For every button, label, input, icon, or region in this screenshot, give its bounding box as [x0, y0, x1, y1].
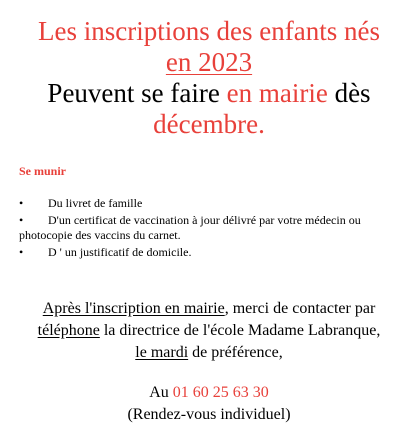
bullet-icon: • [19, 213, 24, 227]
document-domicile: D ' un justificatif de domicile. [48, 245, 192, 259]
bullet-icon: • [19, 245, 24, 259]
document-vaccination: D'un certificat de vaccination à jour délivré par votre médecin ou photocopie des vaccins du carnet. [19, 213, 361, 242]
phone-number: 01 60 25 63 30 [172, 384, 269, 401]
list-item [19, 213, 399, 243]
headline-intro: Les inscriptions des enfants nés [38, 16, 380, 46]
headline-en-mairie: en mairie [226, 78, 328, 108]
contact-directrice: la directrice de l'école Madame Labranque, [99, 322, 381, 339]
contact-line-3 [0, 342, 418, 364]
headline-line-2 [0, 47, 418, 78]
list-item [19, 196, 399, 211]
spacer [0, 364, 418, 382]
headline-des: dès [327, 78, 371, 108]
document-livret: Du livret de famille [48, 196, 143, 210]
contact-preference: de préférence, [188, 344, 283, 361]
headline-decembre: décembre. [153, 109, 265, 139]
contact-phone-line [0, 382, 418, 404]
headline-year: en 2023 [165, 47, 253, 77]
contact-apres: Après l'inscription en mairie [42, 300, 225, 317]
headline-line-1 [0, 16, 418, 47]
contact-line-1 [0, 298, 418, 320]
required-documents-list [19, 196, 399, 262]
bullet-icon: • [19, 196, 24, 210]
headline-peuvent: Peuvent se faire [47, 78, 227, 108]
list-item [19, 245, 399, 260]
se-munir-heading: Se munir [19, 164, 67, 178]
contact-block [0, 298, 418, 426]
contact-telephone: téléphone [37, 322, 100, 339]
headline-line-4 [0, 109, 418, 140]
phone-prefix: Au [149, 384, 173, 401]
headline-line-3 [0, 78, 418, 109]
contact-line-2 [0, 320, 418, 342]
contact-merci: , merci de contacter par [224, 300, 376, 317]
contact-mardi: le mardi [135, 344, 189, 361]
rendez-vous-note: (Rendez-vous individuel) [127, 406, 291, 423]
headline [0, 16, 418, 140]
